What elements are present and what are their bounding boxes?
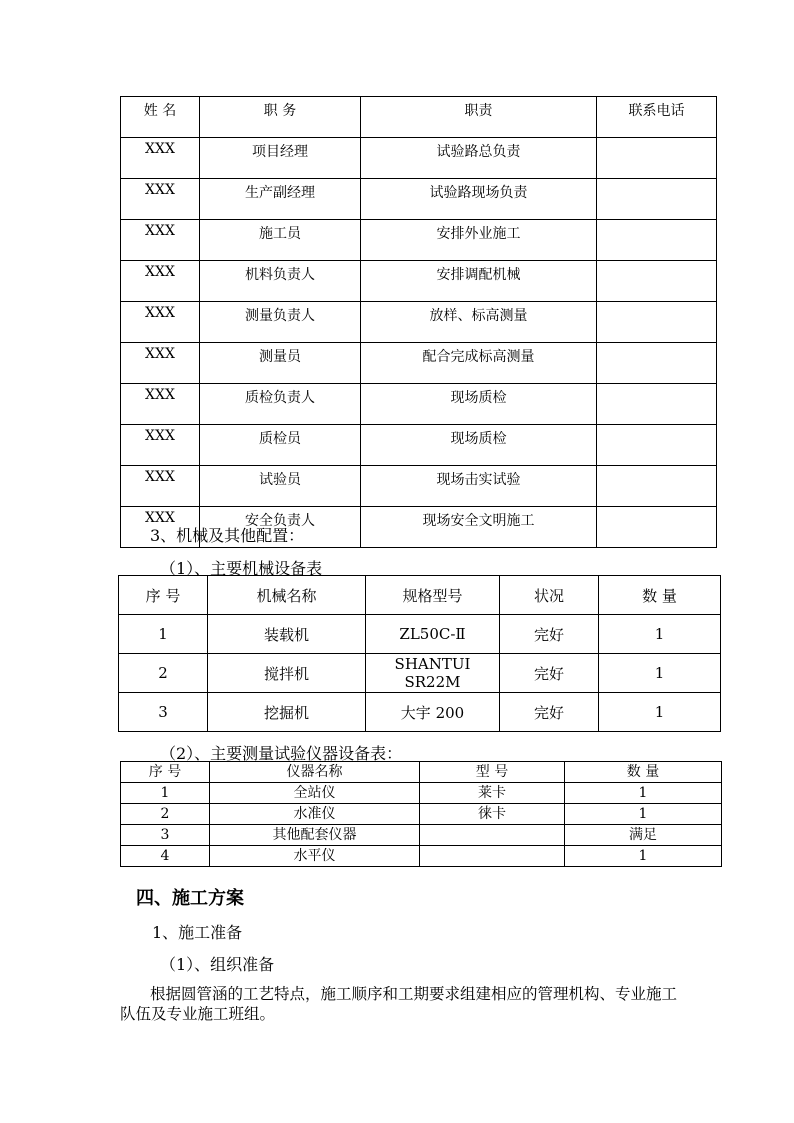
subheading-instrument-table: （2）、主要测量试验仪器设备表：: [160, 744, 403, 763]
cell-phone: [597, 384, 717, 425]
cell-model: ZL50C-Ⅱ: [366, 615, 500, 654]
cell-model: [420, 846, 565, 867]
table-row: [121, 220, 717, 261]
cell-duty: 现场安全文明施工: [361, 507, 597, 548]
header-model: 规格型号: [366, 576, 500, 615]
cell-condition: 完好: [500, 615, 599, 654]
cell-position: 试验员: [200, 466, 361, 507]
cell-duty: 放样、标高测量: [361, 302, 597, 343]
cell-quantity: 1: [599, 654, 721, 693]
cell-name: XXX: [121, 425, 200, 466]
cell-position: 施工员: [200, 220, 361, 261]
cell-phone: [597, 425, 717, 466]
chapter-heading: 四、施工方案: [136, 888, 244, 909]
table-row: [121, 466, 717, 507]
header-instrument-name: 仪器名称: [210, 762, 420, 783]
cell-name: XXX: [121, 507, 200, 548]
subheading-organization: （1）、组织准备: [160, 955, 275, 974]
cell-phone: [597, 302, 717, 343]
cell-duty: 现场质检: [361, 384, 597, 425]
table-header-row: [121, 762, 722, 783]
header-duty: 职责: [361, 97, 597, 138]
cell-condition: 完好: [500, 693, 599, 732]
cell-seq: 3: [121, 825, 210, 846]
section-heading-preparation: 1、施工准备: [152, 923, 243, 942]
cell-instrument-name: 其他配套仪器: [210, 825, 420, 846]
cell-instrument-name: 全站仪: [210, 783, 420, 804]
cell-name: XXX: [121, 384, 200, 425]
header-seq: 序 号: [121, 762, 210, 783]
cell-position: 项目经理: [200, 138, 361, 179]
cell-name: XXX: [121, 302, 200, 343]
table-row: [121, 343, 717, 384]
cell-position: 生产副经理: [200, 179, 361, 220]
header-position: 职 务: [200, 97, 361, 138]
cell-machine-name: 挖掘机: [208, 693, 366, 732]
cell-position: 质检负责人: [200, 384, 361, 425]
cell-model: 徕卡: [420, 804, 565, 825]
cell-duty: 安排调配机械: [361, 261, 597, 302]
cell-quantity: 1: [599, 693, 721, 732]
cell-seq: 2: [121, 804, 210, 825]
cell-phone: [597, 261, 717, 302]
cell-position: 质检员: [200, 425, 361, 466]
table-row: [121, 179, 717, 220]
header-model: 型 号: [420, 762, 565, 783]
cell-phone: [597, 179, 717, 220]
cell-duty: 配合完成标高测量: [361, 343, 597, 384]
table-row: [121, 384, 717, 425]
cell-seq: 3: [119, 693, 208, 732]
cell-model: [420, 825, 565, 846]
cell-phone: [597, 343, 717, 384]
header-machine-name: 机械名称: [208, 576, 366, 615]
cell-model: 大宇 200: [366, 693, 500, 732]
cell-position: 测量员: [200, 343, 361, 384]
table-row: [121, 783, 722, 804]
cell-machine-name: 装载机: [208, 615, 366, 654]
cell-name: XXX: [121, 466, 200, 507]
header-condition: 状况: [500, 576, 599, 615]
table-header-row: [119, 576, 721, 615]
cell-quantity: 满足: [565, 825, 722, 846]
cell-phone: [597, 466, 717, 507]
cell-position: 测量负责人: [200, 302, 361, 343]
header-seq: 序 号: [119, 576, 208, 615]
machine-table: [118, 575, 721, 732]
cell-name: XXX: [121, 261, 200, 302]
cell-machine-name: 搅拌机: [208, 654, 366, 693]
cell-seq: 1: [119, 615, 208, 654]
table-row: [121, 825, 722, 846]
table-row: [119, 615, 721, 654]
table-row: [121, 138, 717, 179]
cell-quantity: 1: [565, 846, 722, 867]
header-phone: 联系电话: [597, 97, 717, 138]
subheading-machine-table: （1）、主要机械设备表: [160, 559, 323, 578]
cell-instrument-name: 水准仪: [210, 804, 420, 825]
table-row: [119, 693, 721, 732]
cell-duty: 试验路总负责: [361, 138, 597, 179]
body-paragraph: 根据圆管涵的工艺特点，施工顺序和工期要求组建相应的管理机构、专业施工队伍及专业施工班组。: [120, 985, 678, 1023]
cell-name: XXX: [121, 220, 200, 261]
staff-table: [120, 96, 717, 548]
cell-name: XXX: [121, 138, 200, 179]
header-name: 姓 名: [121, 97, 200, 138]
table-row: [121, 846, 722, 867]
cell-duty: 现场质检: [361, 425, 597, 466]
cell-seq: 1: [121, 783, 210, 804]
table-row: [119, 654, 721, 693]
cell-name: XXX: [121, 343, 200, 384]
table-row: [121, 425, 717, 466]
cell-seq: 2: [119, 654, 208, 693]
table-header-row: [121, 97, 717, 138]
table-row: [121, 804, 722, 825]
cell-quantity: 1: [599, 615, 721, 654]
cell-phone: [597, 220, 717, 261]
instrument-table: [120, 761, 722, 867]
cell-seq: 4: [121, 846, 210, 867]
cell-quantity: 1: [565, 783, 722, 804]
header-quantity: 数 量: [599, 576, 721, 615]
section-heading-machinery: 3、机械及其他配置：: [150, 526, 305, 545]
cell-phone: [597, 138, 717, 179]
table-row: [121, 261, 717, 302]
cell-position: 安全负责人: [200, 507, 361, 548]
header-quantity: 数 量: [565, 762, 722, 783]
cell-name: XXX: [121, 179, 200, 220]
table-row: [121, 302, 717, 343]
cell-model: 莱卡: [420, 783, 565, 804]
cell-duty: 安排外业施工: [361, 220, 597, 261]
cell-phone: [597, 507, 717, 548]
cell-duty: 试验路现场负责: [361, 179, 597, 220]
cell-condition: 完好: [500, 654, 599, 693]
cell-quantity: 1: [565, 804, 722, 825]
cell-instrument-name: 水平仪: [210, 846, 420, 867]
cell-position: 机料负责人: [200, 261, 361, 302]
cell-model: SHANTUI SR22M: [366, 654, 500, 693]
cell-duty: 现场击实试验: [361, 466, 597, 507]
